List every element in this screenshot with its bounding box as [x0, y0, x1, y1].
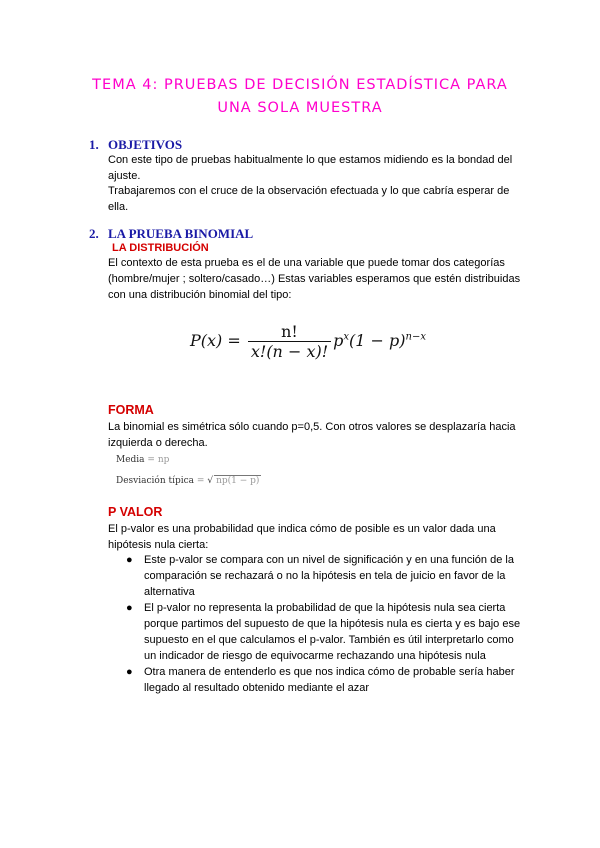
formula-numerator: n!	[248, 322, 331, 342]
page-title-line-1: TEMA 4: PRUEBAS DE DECISIÓN ESTADÍSTICA PARA	[92, 77, 508, 93]
page-title-line-2: UNA SOLA MUESTRA	[217, 100, 383, 116]
desviacion-value: np(1 − p)	[216, 476, 260, 486]
bullet-icon: ●	[126, 666, 133, 678]
pvalor-bullet-list	[126, 552, 526, 696]
formula-exponent-x: x	[343, 331, 350, 343]
section-title: OBJETIVOS	[108, 137, 183, 152]
objetivos-paragraph-2: Trabajaremos con el cruce de la observación efectuada y lo que cabría esperar de ella.	[108, 185, 510, 213]
section-number: 2.	[89, 226, 99, 241]
bullet-icon: ●	[126, 554, 133, 566]
formula-denominator: x!(n − x)!	[250, 342, 329, 361]
formula-lhs: P(x) =	[190, 331, 241, 350]
media-formula	[116, 455, 169, 465]
section-number: 1.	[89, 137, 99, 152]
formula-exponent-n-minus-x: n−x	[405, 331, 426, 343]
formula-term-p: p	[333, 331, 344, 350]
section-objetivos-heading	[89, 137, 182, 153]
formula-term-1-minus-p: (1 − p)	[349, 331, 406, 350]
bullet-icon: ●	[126, 602, 133, 614]
media-label: Media	[116, 455, 145, 465]
list-item	[126, 552, 526, 600]
desviacion-label: Desviación típica	[116, 476, 195, 486]
desviacion-equals: =	[196, 476, 205, 486]
list-item	[126, 600, 526, 664]
list-item-text: El p-valor no representa la probabilidad de que la hipótesis nula sea cierta porque partimos del supuesto de que la hipótesis nula es cierta y es bajo ese supuesto en el que calculamos el p-valor. También es útil interpretarlo como un indicador de riesgo de equivocarme rechazando una hipótesis nula	[144, 602, 521, 662]
binomial-intro-paragraph: El contexto de esta prueba es el de una variable que puede tomar dos categorías (hombre/mujer ; soltero/casado…) Estas variables esperamos que estén distribuidas con una distribución binomial del tipo:	[108, 257, 521, 301]
pvalor-intro-paragraph: El p-valor es una probabilidad que indica cómo de posible es un valor dada una hipótesis nula cierta:	[108, 523, 496, 551]
media-value: = np	[147, 455, 170, 465]
list-item-text: Otra manera de entenderlo es que nos indica cómo de probable sería haber llegado al resultado obtenido mediante el azar	[144, 666, 515, 694]
list-item-text: Este p-valor se compara con un nivel de significación y en una función de la comparación se rechazará o no la hipótesis en tela de juicio en favor de la alternativa	[144, 554, 514, 598]
section-title: LA PRUEBA BINOMIAL	[108, 226, 254, 241]
sqrt-icon: √	[207, 476, 214, 486]
binomial-formula	[190, 322, 426, 361]
section-binomial-heading	[89, 226, 253, 242]
forma-heading: FORMA	[108, 403, 154, 417]
pvalor-heading: P VALOR	[108, 505, 163, 519]
desviacion-formula	[116, 475, 261, 486]
distribucion-subheading: LA DISTRIBUCIÓN	[112, 242, 209, 254]
list-item	[126, 664, 526, 696]
forma-paragraph: La binomial es simétrica sólo cuando p=0,5. Con otros valores se desplazaría hacia izquierda o derecha.	[108, 421, 516, 449]
formula-fraction	[248, 322, 331, 361]
objetivos-paragraph-1: Con este tipo de pruebas habitualmente lo que estamos midiendo es la bondad del ajuste.	[108, 154, 513, 182]
